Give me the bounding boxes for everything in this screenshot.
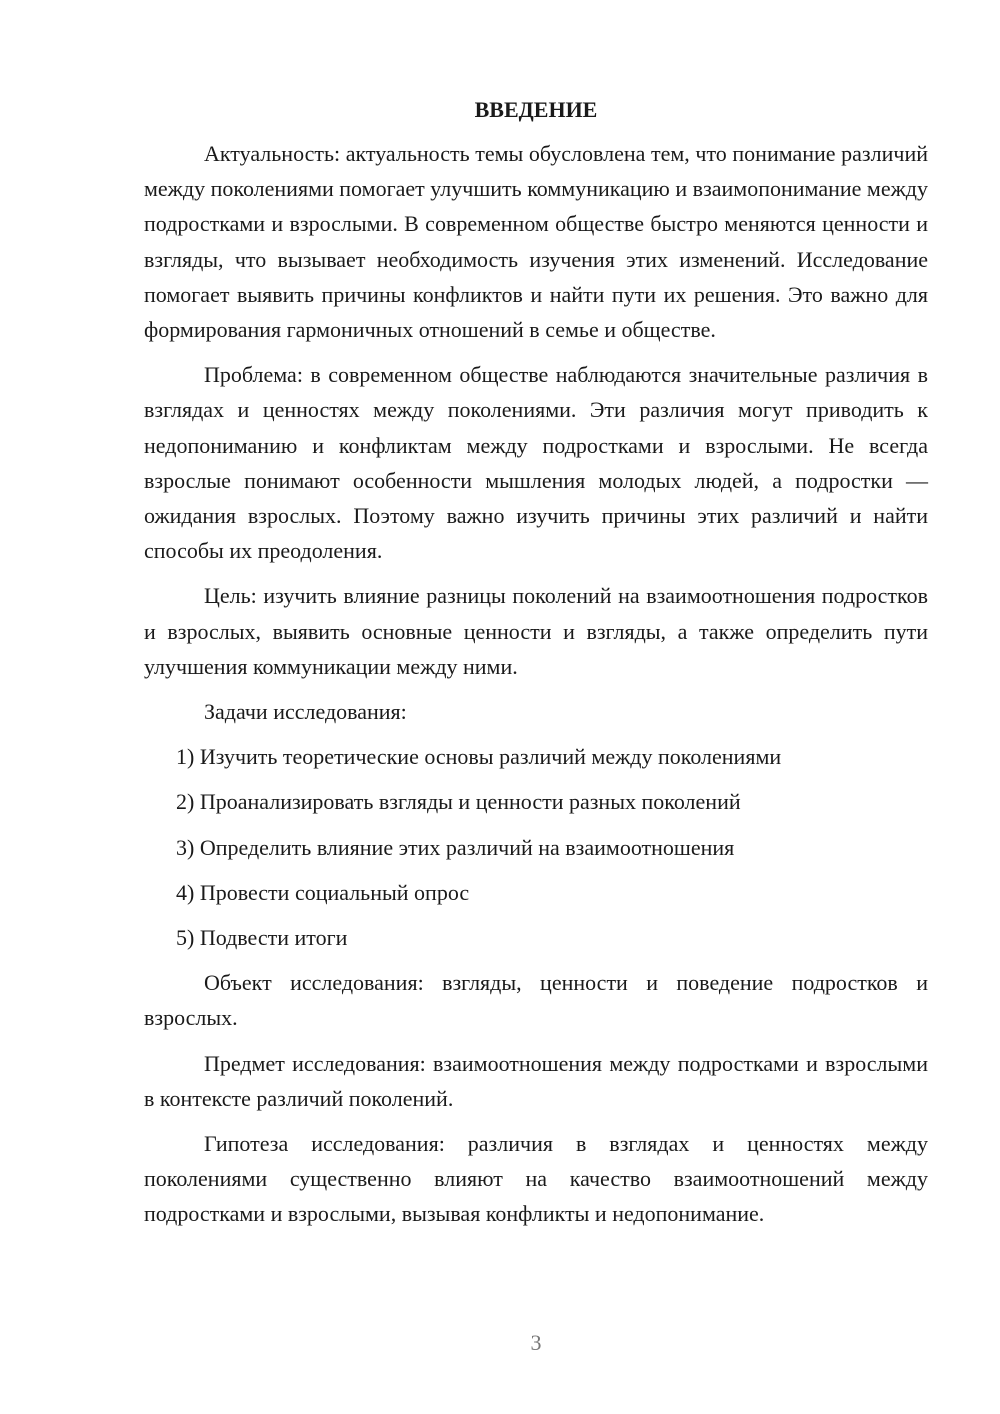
subject-paragraph: Предмет исследования: взаимоотношения между подростками и взрослыми в контексте различий поколений. [144,1050,928,1111]
goal-paragraph: Цель: изучить влияние разницы поколений на взаимоотношения подростков и взрослых, выявить основные ценности и взгляды, а также определить пути улучшения коммуникации между ними. [144,583,928,679]
list-item: 2) Проанализировать взгляды и ценности разных поколений [176,789,741,815]
list-item: 1) Изучить теоретические основы различий между поколениями [176,744,782,770]
tasks-list [144,739,928,955]
list-item: 5) Подвести итоги [176,925,348,951]
problem-paragraph: Проблема: в современном обществе наблюдаются значительные различия в взглядах и ценностях между поколениями. Эти различия могут приводить к недопониманию и конфликтам между подростками и взрослыми. Не всегда взрослые понимают особенности мышления молодых людей, а подростки — ожидания взрослых. Поэтому важно изучить причины этих различий и найти способы их преодоления. [144,362,928,564]
list-item: 4) Провести социальный опрос [176,879,470,905]
page-number: 3 [530,1330,542,1355]
hypothesis-paragraph: Гипотеза исследования: различия в взглядах и ценностях между поколениями существенно влияют на качество взаимоотношений между подростками и взрослыми, вызывая конфликты и недопонимание. [144,1131,928,1227]
object-paragraph: Объект исследования: взгляды, ценности и поведение подростков и взрослых. [144,970,928,1031]
document-page [144,94,928,1242]
list-item: 3) Определить влияние этих различий на взаимоотношения [176,834,735,860]
page-title: ВВЕДЕНИЕ [474,97,598,122]
relevance-paragraph: Актуальность: актуальность темы обусловлена тем, что понимание различий между поколениями помогает улучшить коммуникацию и взаимопонимание между подростками и взрослыми. В современном обществе быстро меняются ценности и взгляды, что вызывает необходимость изучения этих изменений. Исследование помогает выявить причины конфликтов и найти пути их решения. Это важно для формирования гармоничных отношений в семье и обществе. [144,141,928,343]
tasks-title: Задачи исследования: [204,699,407,725]
